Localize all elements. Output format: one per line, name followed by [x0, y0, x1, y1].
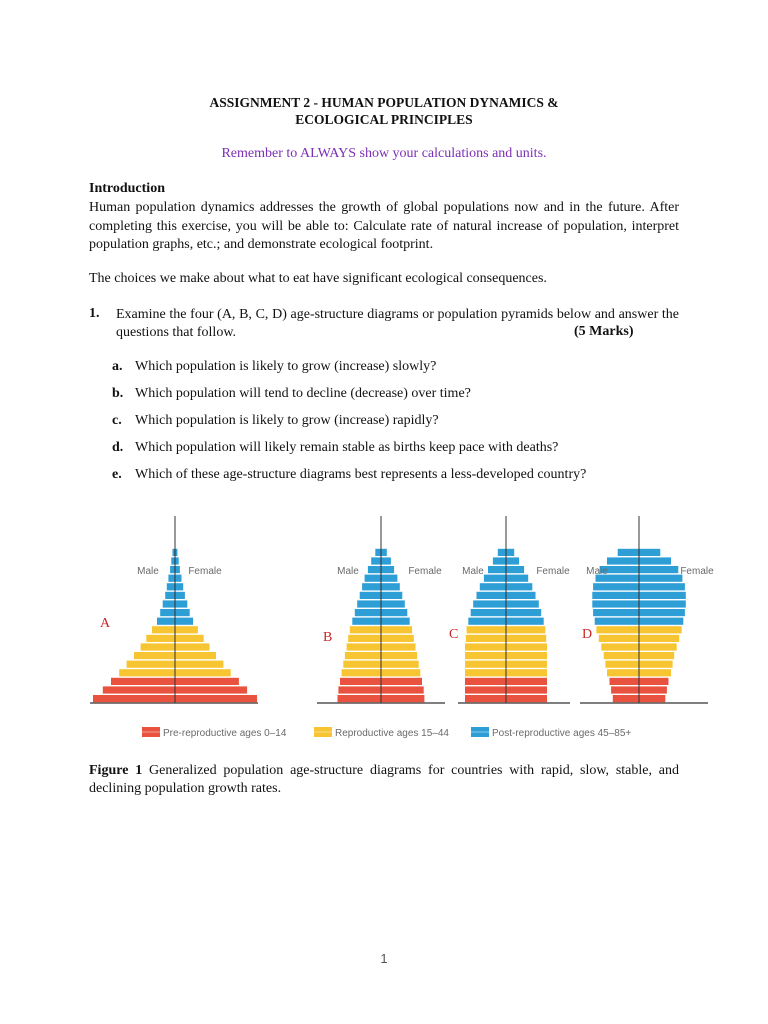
subquestion-text: Which population will tend to decline (decrease) over time?	[135, 386, 471, 401]
subquestion-label: d.	[112, 440, 124, 455]
panel-letter-a: A	[100, 616, 111, 631]
figure-caption	[89, 762, 679, 798]
female-label: Female	[408, 566, 442, 577]
subquestion-text: Which of these age-structure diagrams best represents a less-developed country?	[135, 467, 587, 482]
male-label: Male	[462, 566, 484, 577]
page-number: 1	[380, 951, 388, 966]
subquestion-e	[112, 466, 586, 484]
reminder-text: Remember to ALWAYS show your calculations and units.	[221, 146, 547, 161]
panel-letter-c: C	[449, 627, 459, 642]
female-label: Female	[188, 566, 222, 577]
legend-label: Reproductive ages 15–44	[335, 728, 449, 739]
subquestion-label: c.	[112, 413, 122, 428]
panel-letter-b: B	[323, 630, 333, 645]
subquestion-text: Which population will likely remain stable as births keep pace with deaths?	[135, 440, 559, 455]
subquestion-text: Which population is likely to grow (increase) slowly?	[135, 359, 437, 374]
question-1-marks: (5 Marks)	[574, 324, 634, 339]
chart-legend	[142, 727, 631, 739]
age-structure-figure	[0, 510, 768, 750]
figure-caption-label: Figure 1	[89, 763, 143, 778]
subquestion-d	[112, 439, 558, 457]
assignment-title	[0, 94, 768, 128]
male-label: Male	[337, 566, 359, 577]
subquestion-b	[112, 385, 471, 403]
male-label: Male	[586, 566, 608, 577]
legend-label: Pre-reproductive ages 0–14	[163, 728, 287, 739]
subquestion-a	[112, 358, 436, 376]
title-line-1: ASSIGNMENT 2 - HUMAN POPULATION DYNAMICS &	[209, 95, 559, 110]
question-1-number: 1.	[89, 306, 100, 321]
legend-label: Post-reproductive ages 45–85+	[492, 728, 632, 739]
subquestion-text: Which population is likely to grow (increase) rapidly?	[135, 413, 439, 428]
title-line-2: ECOLOGICAL PRINCIPLES	[295, 112, 473, 127]
pyramid-bars	[90, 516, 708, 703]
question-1-text: Examine the four (A, B, C, D) age-structure diagrams or population pyramids below and answer the questions that follow.	[116, 307, 679, 340]
female-label: Female	[536, 566, 570, 577]
subquestion-label: b.	[112, 386, 124, 401]
introduction-heading: Introduction	[89, 181, 165, 196]
female-label: Female	[680, 566, 714, 577]
choices-paragraph: The choices we make about what to eat have significant ecological consequences.	[89, 271, 547, 286]
male-label: Male	[137, 566, 159, 577]
subquestion-label: a.	[112, 359, 123, 374]
introduction-paragraph: Human population dynamics addresses the growth of global populations now and in the future. After completing this exercise, you will be able to: Calculate rate of natural increase of population, interpret population graphs, etc.; and demonstrate ecological footprint.	[89, 200, 679, 252]
subquestion-c	[112, 412, 439, 430]
figure-caption-text: Generalized population age-structure diagrams for countries with rapid, slow, stable, and declining population growth rates.	[89, 763, 679, 796]
subquestion-label: e.	[112, 467, 122, 482]
panel-letter-d: D	[582, 627, 593, 642]
